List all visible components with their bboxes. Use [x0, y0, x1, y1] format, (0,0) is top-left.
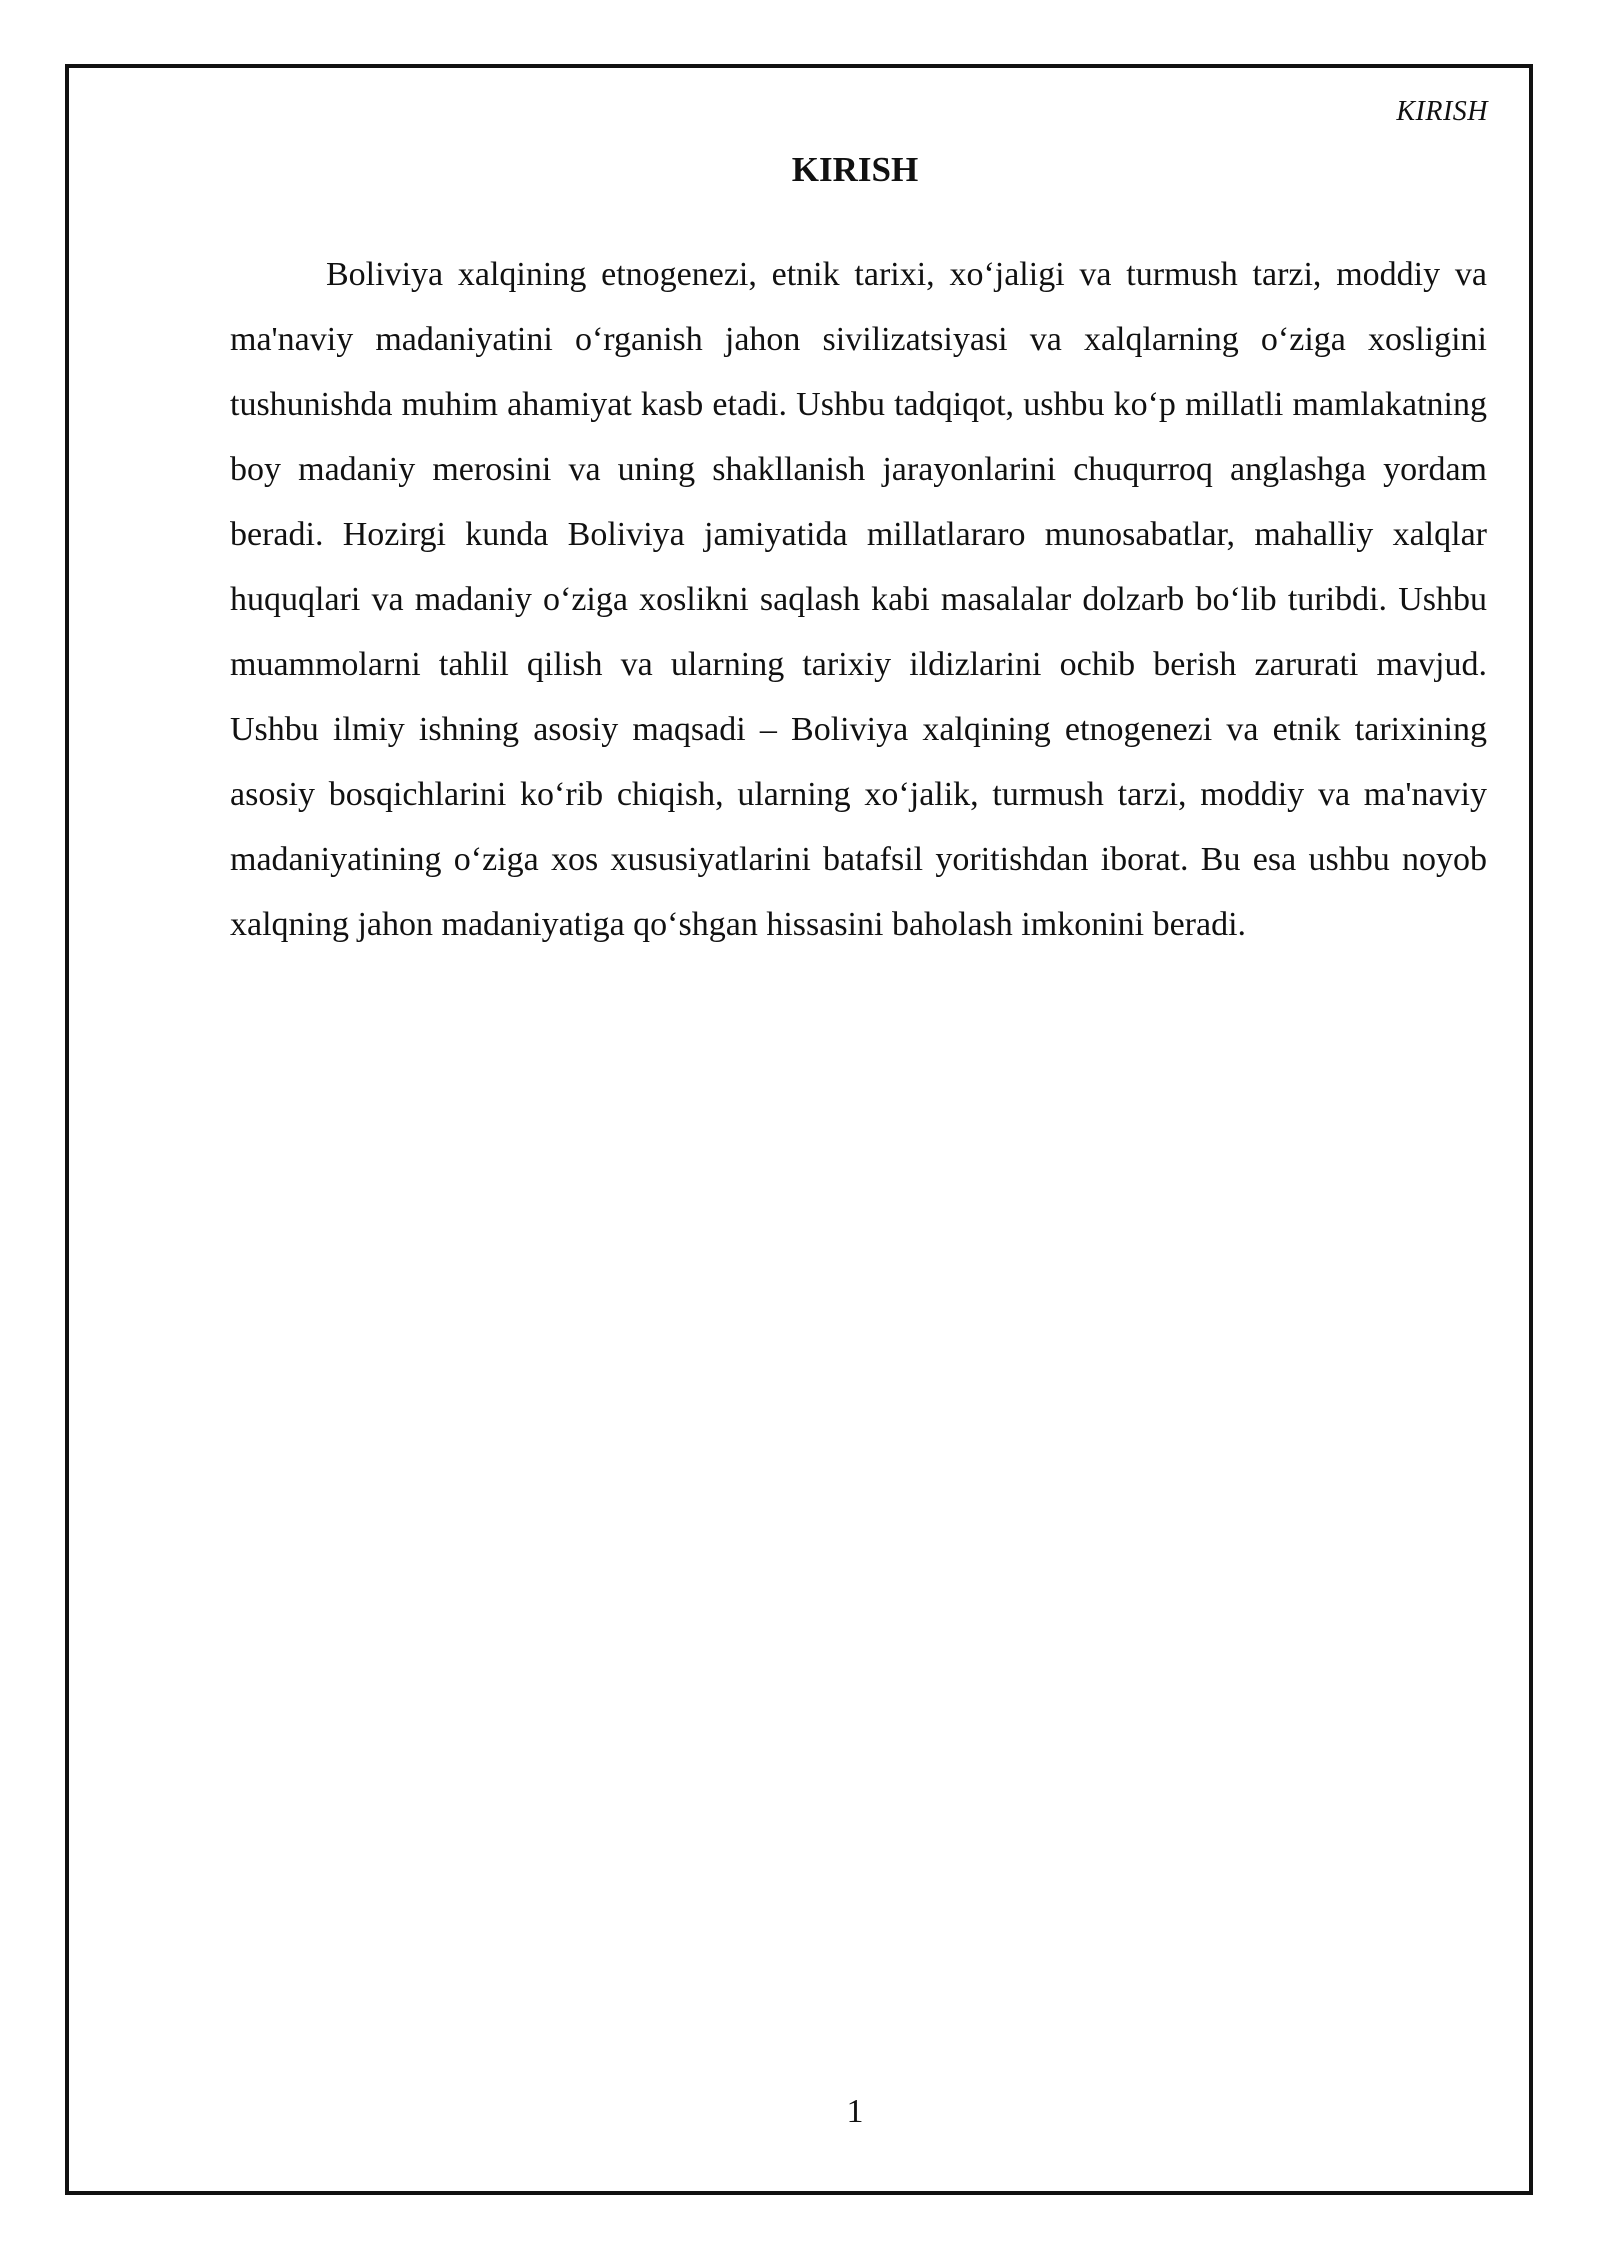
page-title: KIRISH [791, 150, 919, 189]
running-header: KIRISH [1396, 96, 1488, 127]
page-number: 1 [846, 2093, 864, 2130]
body-paragraph: Boliviya xalqining etnogenezi, etnik tarixi, xo‘jaligi va turmush tarzi, moddiy va ma'naviy madaniyatini o‘rganish jahon sivilizatsiyasi va xalqlarning o‘ziga xosligini tushunishda muhim ahamiyat kasb etadi. Ushbu tadqiqot, ushbu ko‘p millatli mamlakatning boy madaniy merosini va uning shakllanish jarayonlarini chuqurroq anglashga yordam beradi. Hozirgi kunda Boliviya jamiyatida millatlararo munosabatlar, mahalliy xalqlar huquqlari va madaniy o‘ziga xoslikni saqlash kabi masalalar dolzarb bo‘lib turibdi. Ushbu muammolarni tahlil qilish va ularning tarixiy ildizlarini ochib berish zarurati mavjud. Ushbu ilmiy ishning asosiy maqsadi – Boliviya xalqining etnogenezi va etnik tarixining asosiy bosqichlarini ko‘rib chiqish, ularning xo‘jalik, turmush tarzi, moddiy va ma'naviy madaniyatining o‘ziga xos xususiyatlarini batafsil yoritishdan iborat. Bu esa ushbu noyob xalqning jahon madaniyatiga qo‘shgan hissasini baholash imkonini beradi. [230, 256, 1487, 943]
